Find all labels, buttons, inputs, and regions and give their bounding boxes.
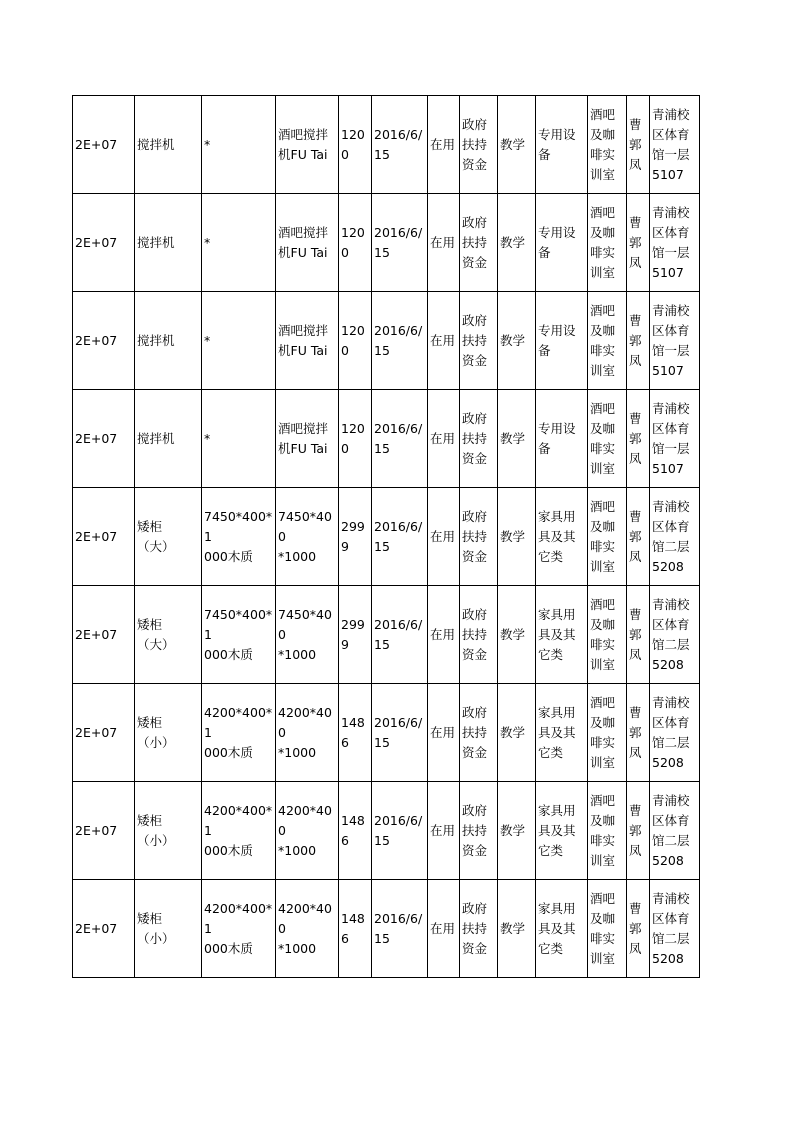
location-cell: 青浦校 区体育 馆一层 5107 (650, 194, 700, 292)
use-cell: 教学 (498, 586, 536, 684)
funding-source-cell: 政府 扶持 资金 (460, 880, 498, 978)
category-cell: 家具用 具及其 它类 (536, 880, 588, 978)
model-cell: 酒吧搅拌 机FU Tai (276, 390, 339, 488)
asset-name-cell: 搅拌机 (135, 194, 202, 292)
department-cell: 酒吧 及咖 啡实 训室 (588, 586, 627, 684)
model-cell: 酒吧搅拌 机FU Tai (276, 292, 339, 390)
price-cell: 2999 (339, 586, 372, 684)
date-cell: 2016/6/ 15 (372, 684, 428, 782)
asset-code-cell: 2E+07 (73, 782, 135, 880)
asset-code-cell: 2E+07 (73, 96, 135, 194)
spec-cell: * (202, 194, 276, 292)
asset-table (72, 95, 700, 978)
location-cell: 青浦校 区体育 馆二层 5208 (650, 782, 700, 880)
category-cell: 专用设 备 (536, 390, 588, 488)
asset-name-cell: 矮柜 （小） (135, 880, 202, 978)
date-cell: 2016/6/ 15 (372, 96, 428, 194)
table-row (73, 586, 700, 684)
status-cell: 在用 (428, 782, 460, 880)
date-cell: 2016/6/ 15 (372, 782, 428, 880)
asset-code-cell: 2E+07 (73, 684, 135, 782)
model-cell: 4200*400 *1000 (276, 880, 339, 978)
funding-source-cell: 政府 扶持 资金 (460, 194, 498, 292)
custodian-cell: 曹 郭 凤 (627, 488, 650, 586)
location-cell: 青浦校 区体育 馆一层 5107 (650, 96, 700, 194)
department-cell: 酒吧 及咖 啡实 训室 (588, 782, 627, 880)
status-cell: 在用 (428, 684, 460, 782)
table-row (73, 782, 700, 880)
date-cell: 2016/6/ 15 (372, 292, 428, 390)
category-cell: 家具用 具及其 它类 (536, 488, 588, 586)
model-cell: 酒吧搅拌 机FU Tai (276, 194, 339, 292)
asset-name-cell: 矮柜 （大） (135, 586, 202, 684)
use-cell: 教学 (498, 96, 536, 194)
custodian-cell: 曹 郭 凤 (627, 390, 650, 488)
department-cell: 酒吧 及咖 啡实 训室 (588, 194, 627, 292)
custodian-cell: 曹 郭 凤 (627, 96, 650, 194)
date-cell: 2016/6/ 15 (372, 880, 428, 978)
spec-cell: 4200*400*1 000木质 (202, 782, 276, 880)
funding-source-cell: 政府 扶持 资金 (460, 684, 498, 782)
category-cell: 专用设 备 (536, 194, 588, 292)
price-cell: 1200 (339, 390, 372, 488)
asset-code-cell: 2E+07 (73, 194, 135, 292)
asset-code-cell: 2E+07 (73, 586, 135, 684)
status-cell: 在用 (428, 96, 460, 194)
asset-name-cell: 搅拌机 (135, 292, 202, 390)
custodian-cell: 曹 郭 凤 (627, 292, 650, 390)
table-row (73, 194, 700, 292)
asset-name-cell: 搅拌机 (135, 390, 202, 488)
table-row (73, 96, 700, 194)
location-cell: 青浦校 区体育 馆二层 5208 (650, 880, 700, 978)
custodian-cell: 曹 郭 凤 (627, 586, 650, 684)
table-body (73, 96, 700, 978)
funding-source-cell: 政府 扶持 资金 (460, 586, 498, 684)
department-cell: 酒吧 及咖 啡实 训室 (588, 684, 627, 782)
department-cell: 酒吧 及咖 啡实 训室 (588, 880, 627, 978)
department-cell: 酒吧 及咖 啡实 训室 (588, 390, 627, 488)
spec-cell: 4200*400*1 000木质 (202, 684, 276, 782)
category-cell: 专用设 备 (536, 292, 588, 390)
funding-source-cell: 政府 扶持 资金 (460, 488, 498, 586)
status-cell: 在用 (428, 194, 460, 292)
asset-name-cell: 搅拌机 (135, 96, 202, 194)
department-cell: 酒吧 及咖 啡实 训室 (588, 488, 627, 586)
date-cell: 2016/6/ 15 (372, 488, 428, 586)
custodian-cell: 曹 郭 凤 (627, 684, 650, 782)
table-row (73, 880, 700, 978)
price-cell: 1200 (339, 194, 372, 292)
price-cell: 1200 (339, 96, 372, 194)
department-cell: 酒吧 及咖 啡实 训室 (588, 292, 627, 390)
asset-name-cell: 矮柜 （小） (135, 684, 202, 782)
model-cell: 7450*400 *1000 (276, 488, 339, 586)
spec-cell: 7450*400*1 000木质 (202, 586, 276, 684)
funding-source-cell: 政府 扶持 资金 (460, 390, 498, 488)
asset-name-cell: 矮柜 （小） (135, 782, 202, 880)
asset-code-cell: 2E+07 (73, 880, 135, 978)
date-cell: 2016/6/ 15 (372, 194, 428, 292)
table-row (73, 488, 700, 586)
status-cell: 在用 (428, 292, 460, 390)
price-cell: 1486 (339, 684, 372, 782)
asset-code-cell: 2E+07 (73, 488, 135, 586)
table-row (73, 292, 700, 390)
table-row (73, 390, 700, 488)
price-cell: 1486 (339, 880, 372, 978)
status-cell: 在用 (428, 880, 460, 978)
funding-source-cell: 政府 扶持 资金 (460, 96, 498, 194)
use-cell: 教学 (498, 292, 536, 390)
category-cell: 家具用 具及其 它类 (536, 782, 588, 880)
spec-cell: * (202, 292, 276, 390)
use-cell: 教学 (498, 782, 536, 880)
funding-source-cell: 政府 扶持 资金 (460, 292, 498, 390)
use-cell: 教学 (498, 488, 536, 586)
price-cell: 1200 (339, 292, 372, 390)
table-row (73, 684, 700, 782)
asset-code-cell: 2E+07 (73, 390, 135, 488)
location-cell: 青浦校 区体育 馆二层 5208 (650, 684, 700, 782)
price-cell: 2999 (339, 488, 372, 586)
model-cell: 4200*400 *1000 (276, 782, 339, 880)
spec-cell: * (202, 96, 276, 194)
use-cell: 教学 (498, 194, 536, 292)
model-cell: 酒吧搅拌 机FU Tai (276, 96, 339, 194)
use-cell: 教学 (498, 684, 536, 782)
model-cell: 7450*400 *1000 (276, 586, 339, 684)
status-cell: 在用 (428, 586, 460, 684)
custodian-cell: 曹 郭 凤 (627, 782, 650, 880)
date-cell: 2016/6/ 15 (372, 390, 428, 488)
status-cell: 在用 (428, 390, 460, 488)
custodian-cell: 曹 郭 凤 (627, 880, 650, 978)
location-cell: 青浦校 区体育 馆二层 5208 (650, 488, 700, 586)
spec-cell: 4200*400*1 000木质 (202, 880, 276, 978)
use-cell: 教学 (498, 390, 536, 488)
location-cell: 青浦校 区体育 馆二层 5208 (650, 586, 700, 684)
location-cell: 青浦校 区体育 馆一层 5107 (650, 292, 700, 390)
funding-source-cell: 政府 扶持 资金 (460, 782, 498, 880)
use-cell: 教学 (498, 880, 536, 978)
price-cell: 1486 (339, 782, 372, 880)
location-cell: 青浦校 区体育 馆一层 5107 (650, 390, 700, 488)
category-cell: 专用设 备 (536, 96, 588, 194)
asset-sheet (72, 95, 700, 978)
date-cell: 2016/6/ 15 (372, 586, 428, 684)
custodian-cell: 曹 郭 凤 (627, 194, 650, 292)
model-cell: 4200*400 *1000 (276, 684, 339, 782)
category-cell: 家具用 具及其 它类 (536, 586, 588, 684)
status-cell: 在用 (428, 488, 460, 586)
category-cell: 家具用 具及其 它类 (536, 684, 588, 782)
asset-name-cell: 矮柜 （大） (135, 488, 202, 586)
spec-cell: 7450*400*1 000木质 (202, 488, 276, 586)
spec-cell: * (202, 390, 276, 488)
department-cell: 酒吧 及咖 啡实 训室 (588, 96, 627, 194)
asset-code-cell: 2E+07 (73, 292, 135, 390)
